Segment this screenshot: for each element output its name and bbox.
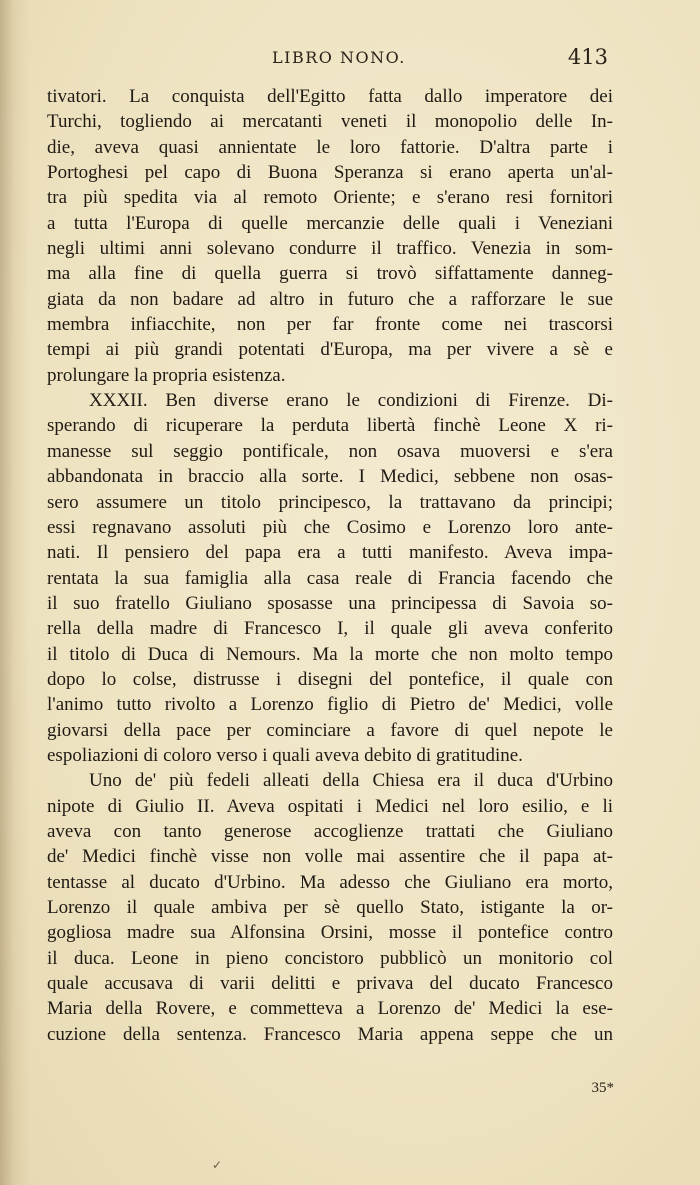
- text-line: Turchi, togliendo ai mercatanti veneti il monopolio delle In-: [47, 111, 613, 133]
- text-line: tempi ai più grandi potentati d'Europa, ma per vivere a sè e: [47, 339, 613, 361]
- text-line: nati. Il pensiero del papa era a tutti manifesto. Aveva impa-: [47, 542, 613, 564]
- text-line: quale accusava di varii delitti e privava del ducato Francesco: [47, 973, 613, 995]
- text-line: aveva con tanto generose accoglienze trattati che Giuliano: [47, 820, 613, 842]
- text-line: prolungare la propria esistenza.: [47, 364, 286, 386]
- text-line: negli ultimi anni solevano condurre il traffico. Venezia in som-: [47, 238, 613, 260]
- text-line: il duca. Leone in pieno concistoro pubblicò un monitorio col: [47, 947, 613, 969]
- text-line: il titolo di Duca di Nemours. Ma la morte che non molto tempo: [47, 643, 613, 665]
- text-line: rella della madre di Francesco I, il quale gli aveva conferito: [47, 618, 613, 640]
- running-title: LIBRO NONO.: [272, 48, 406, 67]
- signature-mark: 35*: [591, 1080, 614, 1096]
- text-line: gogliosa madre sua Alfonsina Orsini, mosse il pontefice contro: [47, 922, 613, 944]
- text-line: ma alla fine di quella guerra si trovò siffattamente danneg-: [47, 263, 613, 285]
- text-line: giovarsi della pace per cominciare a favore di quel nepote le: [47, 719, 613, 741]
- page-header: [0, 45, 700, 72]
- text-line: membra infiacchite, non per far fronte come nei trascorsi: [47, 314, 613, 336]
- text-line: tra più spedita via al remoto Oriente; e s'erano resi fornitori: [47, 187, 613, 209]
- page-number: 413: [567, 45, 608, 69]
- text-line: die, aveva quasi annientate le loro fattorie. D'altra parte i: [47, 136, 613, 158]
- text-line: a tutta l'Europa di quelle mercanzie delle quali i Veneziani: [47, 212, 613, 234]
- text-line: sperando di ricuperare la perduta libertà finchè Leone X ri-: [47, 415, 613, 437]
- text-line: dopo lo colse, distrusse i disegni del pontefice, il quale con: [47, 668, 613, 690]
- stray-mark: ✓: [212, 1158, 223, 1172]
- text-line: manesse sul seggio pontificale, non osava muoversi e s'era: [47, 440, 613, 462]
- text-line: il suo fratello Giuliano sposasse una principessa di Savoia so-: [47, 592, 613, 614]
- text-line: rentata la sua famiglia alla casa reale di Francia facendo che: [47, 567, 613, 589]
- text-line: nipote di Giulio II. Aveva ospitati i Medici nel loro esilio, e li: [47, 795, 613, 817]
- text-line: Maria della Rovere, e commetteva a Lorenzo de' Medici la ese-: [47, 998, 613, 1020]
- text-line: tivatori. La conquista dell'Egitto fatta dallo imperatore dei: [47, 86, 613, 107]
- text-line: abbandonata in braccio alla sorte. I Medici, sebbene non osas-: [47, 466, 613, 488]
- body-text: [47, 84, 613, 1047]
- text-line: sero assumere un titolo principesco, la trattavano da principi;: [47, 491, 613, 513]
- text-line: XXXII. Ben diverse erano le condizioni di Firenze. Di-: [89, 390, 613, 412]
- text-line: essi regnavano assoluti più che Cosimo e Lorenzo loro ante-: [47, 516, 613, 538]
- text-line: de' Medici finchè visse non volle mai assentire che il papa at-: [47, 846, 613, 868]
- text-line: cuzione della sentenza. Francesco Maria appena seppe che un: [47, 1023, 613, 1045]
- text-line: Uno de' più fedeli alleati della Chiesa era il duca d'Urbino: [89, 770, 613, 792]
- text-line: tentasse al ducato d'Urbino. Ma adesso che Giuliano era morto,: [47, 871, 613, 893]
- text-line: l'animo tutto rivolto a Lorenzo figlio di Pietro de' Medici, volle: [47, 694, 613, 716]
- text-line: Portoghesi pel capo di Buona Speranza si erano aperta un'al-: [47, 162, 613, 184]
- text-line: Lorenzo il quale ambiva per sè quello Stato, istigante la or-: [47, 897, 613, 918]
- text-line: giata da non badare ad altro in futuro che a rafforzare le sue: [47, 288, 613, 310]
- text-line: espoliazioni di coloro verso i quali aveva debito di gratitudine.: [47, 744, 523, 766]
